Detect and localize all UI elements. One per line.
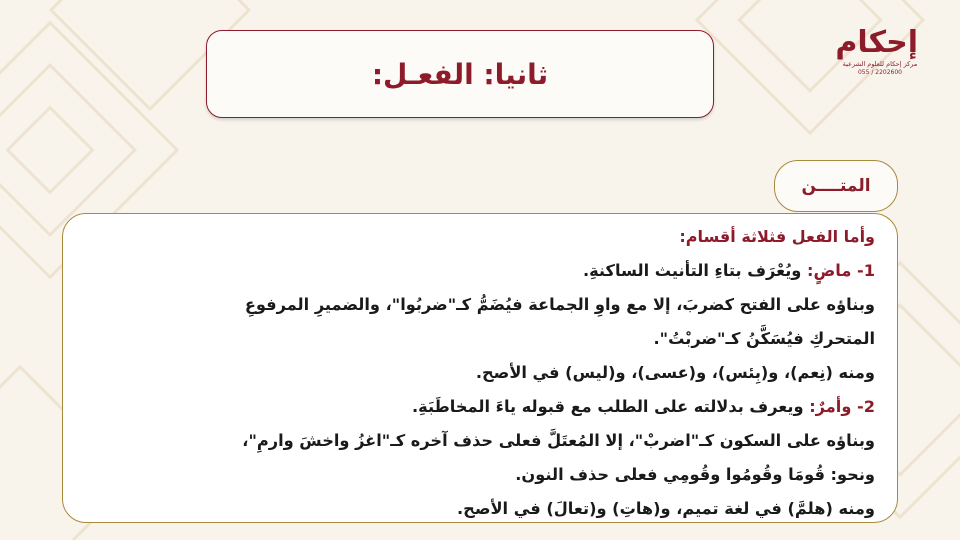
content-heading: وأما الفعل فثلاثة أقسام: xyxy=(679,227,875,246)
page-title: ثانيا: الفعـل: xyxy=(371,57,549,91)
logo-phone: 055 / 2202600 xyxy=(857,69,902,76)
imperative-definition: ويعرف بدلالته على الطلب مع قبوله ياءَ المخاطَبَةِ. xyxy=(411,397,810,416)
past-examples-line: ومنه (نِعم)، و(بِئس)، و(عسى)، و(ليس) في الأصح. xyxy=(475,363,875,382)
section-tab xyxy=(774,160,898,212)
past-build-line-2: المتحركِ فيُسَكَّنُ كـ"ضربْتُ". xyxy=(653,329,875,348)
section-label: المتــــن xyxy=(801,176,871,196)
imperative-label: 2- وأمرٌ: xyxy=(809,397,875,416)
content-text xyxy=(87,220,875,526)
logo-subtitle: مركز إحكام للعلوم الشرعية xyxy=(842,60,918,68)
imperative-build-line: وبناؤه على السكون كـ"اضربْ"، إلا المُعتَلَّ فعلى حذف آخره كـ"اغزُ واخشَ وارمِ"، xyxy=(242,431,875,450)
past-definition-line xyxy=(87,254,875,288)
logo-mark: إحكام xyxy=(835,25,918,60)
content-card xyxy=(62,213,898,523)
title-card xyxy=(206,30,714,118)
imperative-definition-line xyxy=(87,390,875,424)
logo xyxy=(835,25,918,94)
imperative-nun-line: ونحو: قُومَا وقُومُوا وقُومِي فعلى حذف النون. xyxy=(515,465,875,484)
past-build-line-1: وبناؤه على الفتح كضربَ، إلا مع واوِ الجماعة فيُضَمُّ كـ"ضربُوا"، والضميرِ المرفوعِ xyxy=(244,295,875,314)
past-label: 1- ماضٍ: xyxy=(807,261,875,280)
past-definition: ويُعْرَف بتاءِ التأنيث الساكنةِ. xyxy=(582,261,808,280)
imperative-examples-line: ومنه (هلمَّ) في لغة تميم، و(هاتِ) و(تعالَ) في الأصح. xyxy=(457,499,875,518)
